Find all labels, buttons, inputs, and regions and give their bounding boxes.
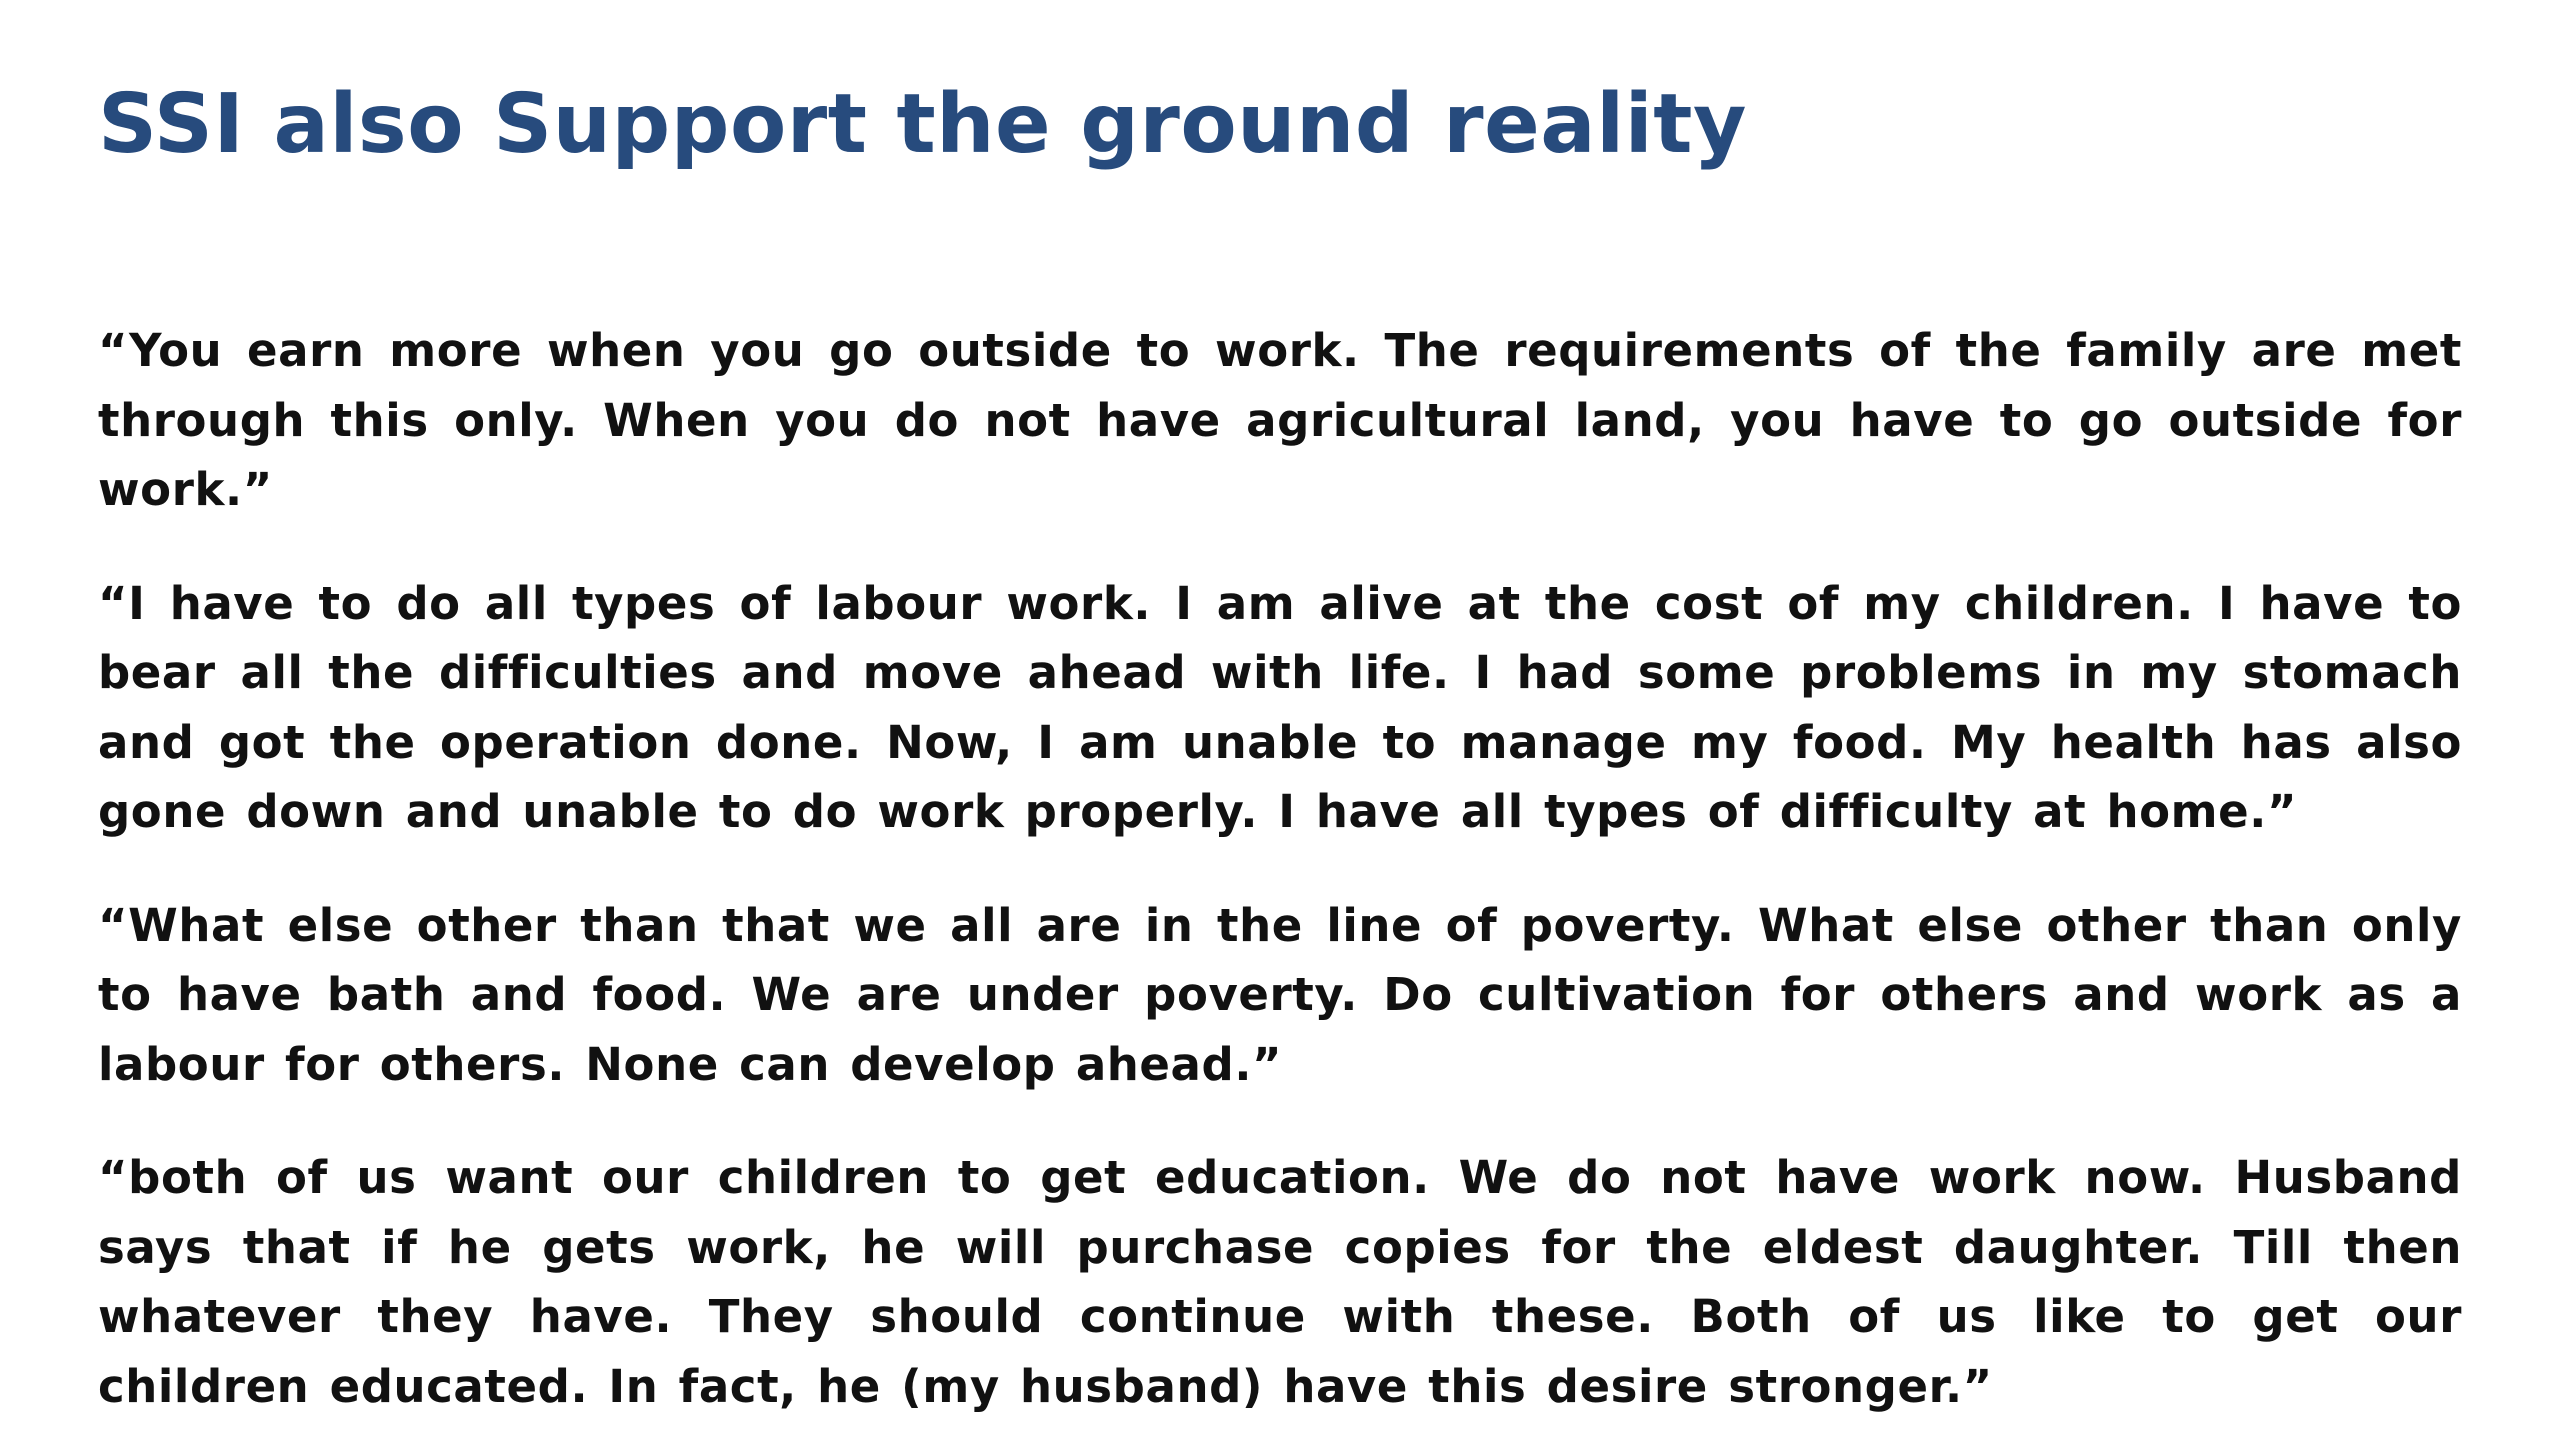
quote-paragraph-2: “I have to do all types of labour work. I am alive at the cost of my children. I have to bear all the difficulties and move ahead with life. I had some problems in my stomach and got the operation done. Now, I am unable to manage my food. My health has also gone down and unable to do work properly. I have all types of difficulty at home.” bbox=[98, 576, 2462, 838]
slide-title: SSI also Support the ground reality bbox=[98, 77, 1747, 172]
quote-paragraph-4: “both of us want our children to get education. We do not have work now. Husband says that if he gets work, he will purchase copies for the eldest daughter. Till then whatever they have. They should continue with these. Both of us like to get our children educated. In fact, he (my husband) have this desire stronger.” bbox=[98, 1151, 2462, 1413]
quote-paragraph-1: “You earn more when you go outside to work. The requirements of the family are met through this only. When you do not have agricultural land, you have to go outside for work.” bbox=[98, 324, 2462, 516]
quotes-block bbox=[98, 316, 2462, 1440]
quote-paragraph-3: “What else other than that we all are in the line of poverty. What else other than only to have bath and food. We are under poverty. Do cultivation for others and work as a labour for others. None can develop ahead.” bbox=[98, 898, 2462, 1091]
